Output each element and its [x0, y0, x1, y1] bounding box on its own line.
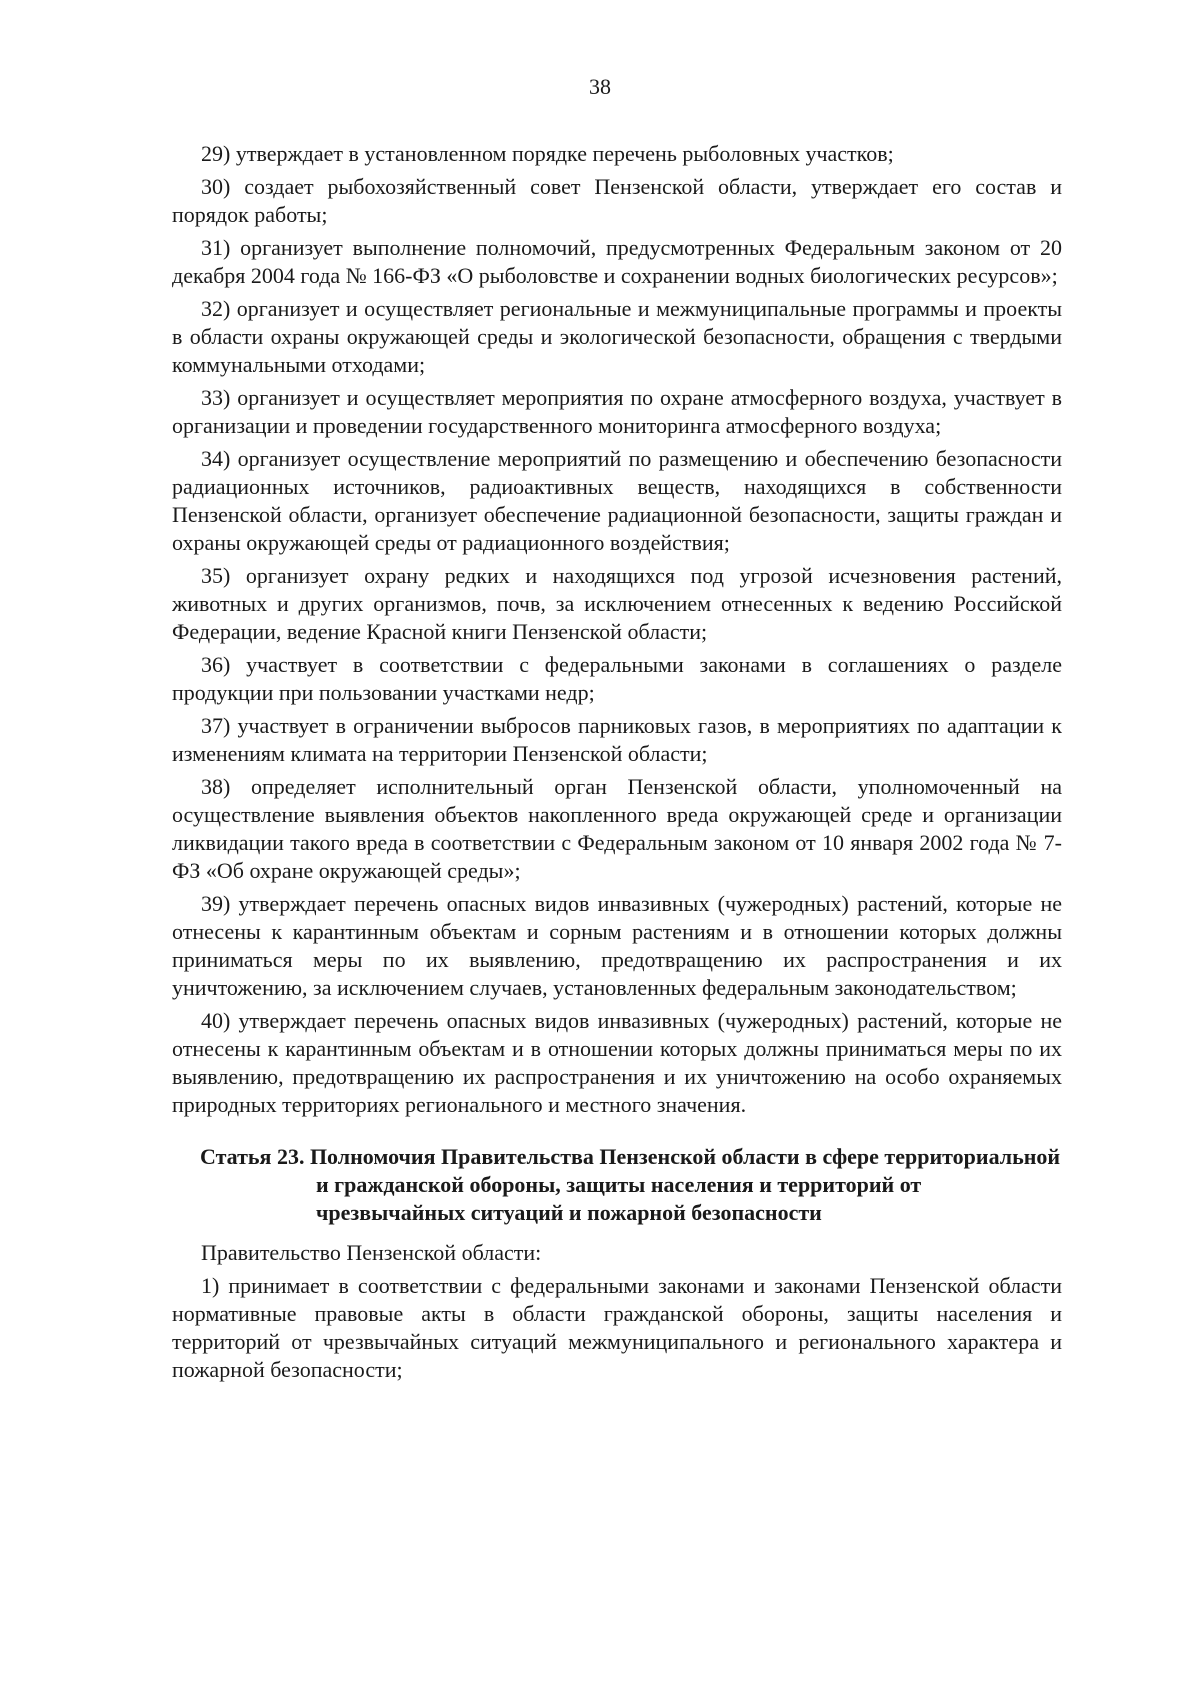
article-intro: Правительство Пензенской области:	[201, 1240, 542, 1265]
list-item-36: 36) участвует в соответствии с федеральными законами в соглашениях о разделе продукции при пользовании участками недр;	[172, 652, 1062, 705]
page-number: 38	[589, 74, 611, 99]
article-heading: Статья 23. Полномочия Правительства Пензенской области в сфере территориальной и гражданской обороны, защиты населения и территорий от чрезвычайных ситуаций и пожарной безопасности	[200, 1144, 1061, 1225]
list-item-29: 29) утверждает в установленном порядке перечень рыболовных участков;	[201, 141, 894, 166]
list-item-32: 32) организует и осуществляет региональные и межмуниципальные программы и проекты в области охраны окружающей среды и экологической безопасности, обращения с твердыми коммунальными отходами;	[172, 296, 1062, 377]
list-item-39: 39) утверждает перечень опасных видов инвазивных (чужеродных) растений, которые не отнесены к карантинным объектам и сорным растениям и в отношении которых должны приниматься меры по их выявлению, предотвращению их распространения и их уничтожению, за исключением случаев, установленных федеральным законодательством;	[172, 891, 1062, 1000]
list-item-40: 40) утверждает перечень опасных видов инвазивных (чужеродных) растений, которые не отнесены к карантинным объектам и в отношении которых должны приниматься меры по их выявлению, предотвращению их распространения и их уничтожению на особо охраняемых природных территориях регионального и местного значения.	[172, 1008, 1062, 1117]
list-item-37: 37) участвует в ограничении выбросов парниковых газов, в мероприятиях по адаптации к изменениям климата на территории Пензенской области;	[172, 713, 1062, 766]
list-item-33: 33) организует и осуществляет мероприятия по охране атмосферного воздуха, участвует в организации и проведении государственного мониторинга атмосферного воздуха;	[172, 385, 1062, 438]
list-item-38: 38) определяет исполнительный орган Пензенской области, уполномоченный на осуществление выявления объектов накопленного вреда окружающей среде и организации ликвидации такого вреда в соответствии с Федеральным законом от 10 января 2002 года № 7-ФЗ «Об охране окружающей среды»;	[172, 774, 1062, 883]
document-body	[172, 140, 1062, 1389]
article-item-1: 1) принимает в соответствии с федеральными законами и законами Пензенской области нормативные правовые акты в области гражданской обороны, защиты населения и территорий от чрезвычайных ситуаций межмуниципального и регионального характера и пожарной безопасности;	[172, 1273, 1062, 1382]
list-item-35: 35) организует охрану редких и находящихся под угрозой исчезновения растений, животных и других организмов, почв, за исключением отнесенных к ведению Российской Федерации, ведение Красной книги Пензенской области;	[172, 563, 1062, 644]
list-item-30: 30) создает рыбохозяйственный совет Пензенской области, утверждает его состав и порядок работы;	[172, 174, 1062, 227]
list-item-34: 34) организует осуществление мероприятий по размещению и обеспечению безопасности радиационных источников, радиоактивных веществ, находящихся в собственности Пензенской области, организует обеспечение радиационной безопасности, защиты граждан и охраны окружающей среды от радиационного воздействия;	[172, 446, 1062, 555]
list-item-31: 31) организует выполнение полномочий, предусмотренных Федеральным законом от 20 декабря 2004 года № 166-ФЗ «О рыболовстве и сохранении водных биологических ресурсов»;	[172, 235, 1062, 288]
